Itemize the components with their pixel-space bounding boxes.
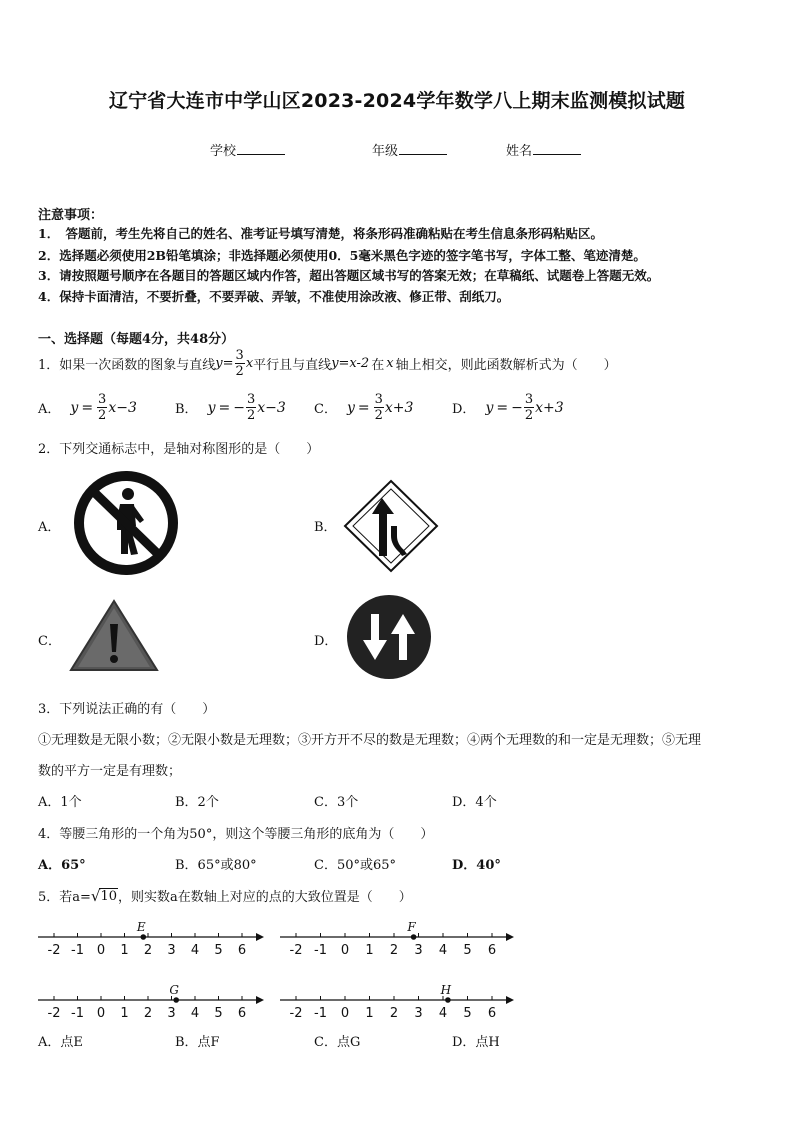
- expr-fraction: [97, 392, 107, 423]
- arrow-right-icon: [256, 933, 264, 941]
- q1-eq: =: [222, 356, 234, 371]
- q1-x-axis: x: [386, 356, 394, 371]
- tick-label: 5: [463, 943, 472, 958]
- q4-option-b[interactable]: B．65°或80°: [175, 858, 257, 873]
- q1-text-d: 轴上相交，则此函数解析式为（ ）: [395, 358, 617, 373]
- note-item: 4．保持卡面清洁，不要折叠，不要弄破、弄皱，不准使用涂改液、修正带、刮纸刀。: [38, 289, 510, 304]
- tick-label: 1: [120, 1006, 129, 1021]
- point-marker: [445, 997, 451, 1003]
- q1-option-b[interactable]: [175, 392, 286, 423]
- q5-text-a: 5．若a=: [38, 890, 91, 905]
- point-label: G: [169, 983, 179, 997]
- expr-tail: x+3: [535, 399, 564, 416]
- grade-blank[interactable]: [399, 142, 447, 155]
- note-item: 2．选择题必须使用2B铅笔填涂；非选择题必须使用0．5毫米黑色字迹的签字笔书写，字体工整、笔迹清楚。: [38, 248, 646, 263]
- tick-label: 1: [365, 943, 374, 958]
- fraction-numerator: 3: [246, 392, 256, 407]
- section-heading: 一、选择题（每题4分，共48分）: [38, 332, 235, 347]
- expr-fraction: [524, 392, 534, 423]
- expr-y: y: [70, 399, 79, 416]
- q1-y: y: [215, 356, 223, 371]
- option-label: B．: [175, 402, 198, 417]
- point-marker: [411, 934, 417, 940]
- warning-triangle-sign-icon: [68, 598, 160, 674]
- q2-option-a-label[interactable]: A．: [38, 520, 61, 535]
- q1-option-d[interactable]: [452, 392, 564, 423]
- q4-option-a[interactable]: A．65°: [38, 858, 86, 873]
- note-item: 1． 答题前，考生先将自己的姓名、准考证号填写清楚，将条形码准确粘贴在考生信息条形码粘贴区。: [38, 226, 603, 241]
- name-field: [506, 140, 581, 159]
- q3-option-c[interactable]: C．3个: [314, 795, 359, 810]
- tick-label: 4: [438, 1006, 448, 1021]
- tick-label: -2: [289, 943, 303, 958]
- fraction-denominator: 2: [246, 408, 256, 423]
- two-way-traffic-sign-icon: [345, 594, 433, 680]
- tick-label: -1: [314, 943, 327, 958]
- tick-label: 5: [214, 1006, 223, 1021]
- notes-heading: 注意事项：: [38, 208, 104, 223]
- question-1-stem: [38, 348, 617, 379]
- q3-option-a[interactable]: A．1个: [38, 795, 82, 810]
- tick-label: 6: [237, 943, 247, 958]
- tick-label: 0: [340, 1006, 350, 1021]
- expr-y: y: [346, 399, 355, 416]
- q2-option-b-label[interactable]: B．: [314, 520, 337, 535]
- fraction-denominator: 2: [374, 408, 383, 423]
- school-field: [210, 140, 285, 159]
- grade-label: 年级: [372, 144, 399, 159]
- tick-label: 3: [414, 1006, 423, 1021]
- q1-text-a: 1．如果一次函数的图象与直线: [38, 358, 216, 373]
- q5-radicand: 10: [100, 888, 118, 904]
- fraction-denominator: 2: [235, 364, 244, 379]
- expr-fraction: [246, 392, 256, 423]
- tick-label: 2: [143, 1006, 153, 1021]
- fraction-denominator: 2: [98, 408, 107, 423]
- q5-option-c[interactable]: C．点G: [314, 1035, 361, 1050]
- tick-label: 6: [237, 1006, 247, 1021]
- tick-label: -2: [47, 1006, 61, 1021]
- q5-option-a[interactable]: A．点E: [38, 1035, 83, 1050]
- tick-label: 5: [463, 1006, 472, 1021]
- number-lines: [30, 910, 520, 1050]
- expr-eq: =: [218, 399, 231, 416]
- point-marker: [173, 997, 179, 1003]
- q5-text-b: ，则实数a在数轴上对应的点的大致位置是（ ）: [118, 890, 412, 905]
- expr-eq: =: [357, 399, 370, 416]
- q2-option-d-label[interactable]: D．: [314, 634, 338, 649]
- tick-label: 4: [190, 1006, 200, 1021]
- q3-option-b[interactable]: B．2个: [175, 795, 219, 810]
- expr-tail: x−3: [108, 399, 137, 416]
- q1-x: x: [245, 356, 254, 371]
- expr-eq: =: [496, 399, 509, 416]
- question-5-stem: [38, 886, 412, 905]
- tick-label: 3: [414, 943, 423, 958]
- no-pedestrian-sign-icon: [70, 470, 182, 576]
- expr-eq: =: [81, 399, 94, 416]
- q1-line2: y=x-2: [331, 356, 370, 371]
- expr-tail: x+3: [384, 399, 414, 416]
- note-item: 3．请按照题号顺序在各题目的答题区域内作答，超出答题区域书写的答案无效；在草稿纸、试题卷上答题无效。: [38, 268, 660, 283]
- question-2-stem: 2．下列交通标志中，是轴对称图形的是（ ）: [38, 442, 320, 457]
- arrow-right-icon: [506, 933, 514, 941]
- tick-label: 1: [365, 1006, 374, 1021]
- expr-y: y: [207, 399, 216, 416]
- option-label: C．: [314, 402, 337, 417]
- sqrt-symbol-icon: √: [90, 886, 101, 905]
- fraction-numerator: 3: [235, 348, 244, 363]
- tick-label: -2: [289, 1006, 303, 1021]
- point-label: H: [440, 983, 452, 997]
- school-blank[interactable]: [237, 142, 285, 155]
- tick-label: 3: [167, 943, 176, 958]
- tick-label: 0: [96, 943, 106, 958]
- point-marker: [141, 934, 147, 940]
- tick-label: 4: [438, 943, 448, 958]
- q3-option-d[interactable]: D．4个: [452, 795, 497, 810]
- q1-option-c[interactable]: [314, 392, 413, 423]
- expr-sign: −: [233, 399, 245, 416]
- q4-option-d[interactable]: D．40°: [452, 858, 501, 873]
- tick-label: 2: [389, 943, 399, 958]
- tick-label: 0: [340, 943, 350, 958]
- tick-label: -1: [314, 1006, 327, 1021]
- q5-option-d[interactable]: D．点H: [452, 1035, 500, 1050]
- tick-label: 4: [190, 943, 200, 958]
- tick-label: 2: [389, 1006, 399, 1021]
- q2-option-c-label[interactable]: C．: [38, 634, 61, 649]
- question-4-stem: 4．等腰三角形的一个角为50°，则这个等腰三角形的底角为（ ）: [38, 827, 434, 842]
- tick-label: -1: [71, 1006, 84, 1021]
- fraction-denominator: 2: [524, 408, 534, 423]
- q3-statement-line1: ①无理数是无限小数；②无限小数是无理数；③开方开不尽的数是无理数；④两个无理数的和一定是无理数；⑤无理: [38, 733, 702, 748]
- name-blank[interactable]: [533, 142, 581, 155]
- expr-tail: x−3: [257, 399, 286, 416]
- fraction-numerator: 3: [374, 392, 383, 407]
- expr-fraction: [374, 392, 384, 423]
- q4-option-c[interactable]: C．50°或65°: [314, 858, 397, 873]
- tick-label: 2: [143, 943, 153, 958]
- q3-statement-line2: 数的平方一定是有理数；: [38, 764, 182, 779]
- point-label: E: [136, 920, 146, 934]
- option-label: D．: [452, 402, 476, 417]
- fraction-numerator: 3: [524, 392, 534, 407]
- tick-label: 6: [487, 1006, 497, 1021]
- q1-text-b: 平行且与直线: [253, 358, 332, 373]
- expr-y: y: [485, 399, 494, 416]
- tick-label: 1: [120, 943, 129, 958]
- arrow-right-icon: [506, 996, 514, 1004]
- expr-sign: −: [511, 399, 523, 416]
- arrow-right-icon: [256, 996, 264, 1004]
- point-label: F: [407, 920, 416, 934]
- q1-fraction: [235, 348, 245, 379]
- question-3-stem: 3．下列说法正确的有（ ）: [38, 702, 216, 717]
- tick-label: 3: [167, 1006, 176, 1021]
- tick-label: 5: [214, 943, 223, 958]
- name-label: 姓名: [506, 144, 533, 159]
- school-label: 学校: [210, 144, 237, 159]
- tick-label: -1: [71, 943, 84, 958]
- q5-option-b[interactable]: B．点F: [175, 1035, 220, 1050]
- grade-field: [372, 140, 447, 159]
- tick-label: 0: [96, 1006, 106, 1021]
- page-title: 辽宁省大连市中学山区2023-2024学年数学八上期末监测模拟试题: [108, 90, 686, 112]
- option-label: A．: [38, 402, 61, 417]
- tick-label: -2: [47, 943, 61, 958]
- merge-lane-sign-icon: [342, 478, 440, 574]
- q1-text-c: 在: [371, 358, 385, 373]
- fraction-numerator: 3: [98, 392, 107, 407]
- tick-label: 6: [487, 943, 497, 958]
- q1-option-a[interactable]: [38, 392, 137, 423]
